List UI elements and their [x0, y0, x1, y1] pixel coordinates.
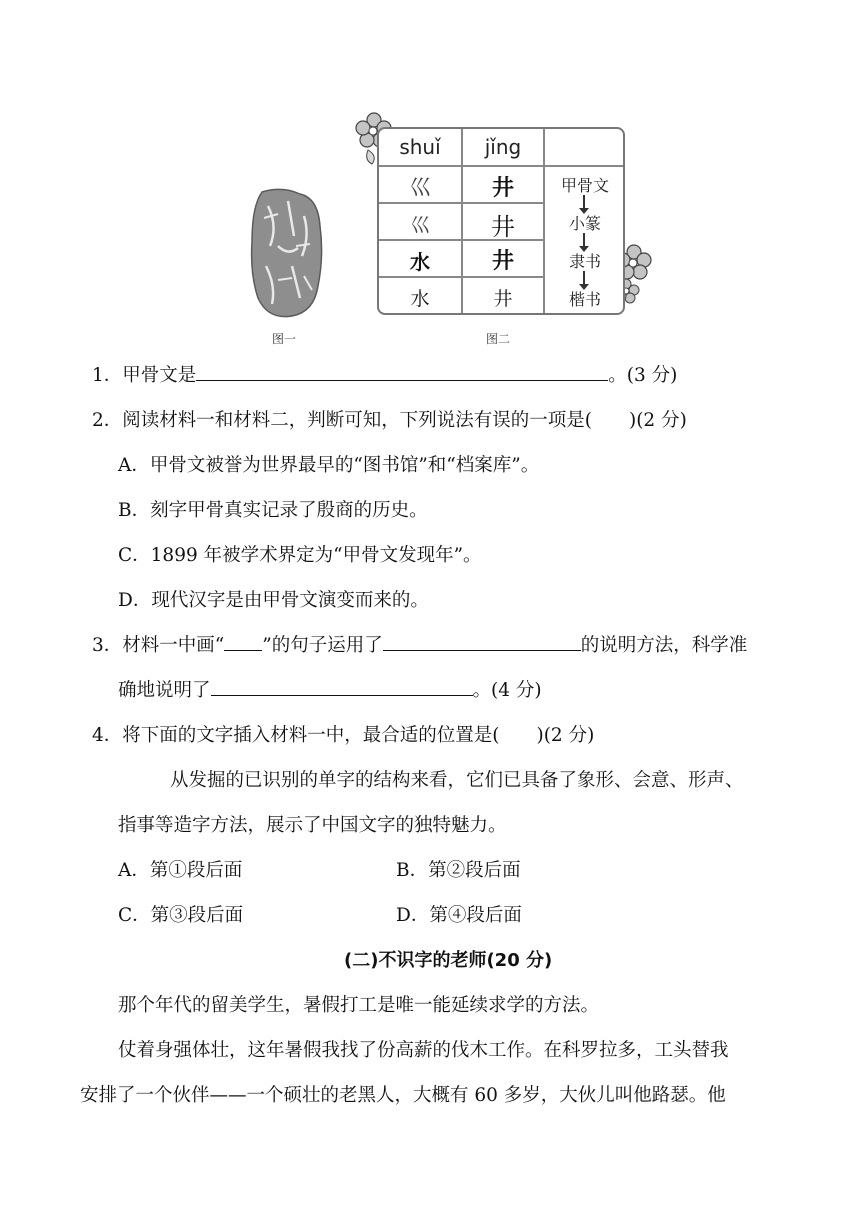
paragraph-2-line2: 安排了一个伙伴——一个硕壮的老黑人，大概有 60 多岁，大伙儿叫他路瑟。他: [80, 1085, 726, 1106]
question-1: 1．甲骨文是 。(3 分): [92, 362, 677, 390]
option-c: C．1899 年被学术界定为“甲骨文发现年”。: [118, 545, 482, 566]
option-d: D．第④段后面: [396, 905, 522, 926]
question-3-line1: 3．材料一中画“ ”的句子运用了 的说明方法，科学准: [92, 632, 747, 660]
shui-seal: 巛: [410, 213, 430, 237]
answer-blank[interactable]: [211, 677, 473, 696]
arrow-down-icon: [583, 233, 585, 247]
stage-small-seal: 小篆: [568, 214, 601, 233]
jing-clerical: 井: [491, 249, 514, 274]
question-3-line2: 确地说明了 。(4 分): [118, 677, 542, 705]
option-a: A．第①段后面: [118, 860, 243, 881]
answer-blank[interactable]: [224, 632, 262, 651]
pinyin-shui: shuǐ: [399, 135, 441, 159]
question-2: 2．阅读材料一和材料二，判断可知，下列说法有误的一项是( )(2 分): [92, 410, 687, 431]
jing-oracle: 井: [491, 176, 514, 201]
paragraph-1: 那个年代的留美学生，暑假打工是唯一能延续求学的方法。: [118, 995, 600, 1016]
character-evolution-table: [377, 127, 625, 315]
option-b: B．刻字甲骨真实记录了殷商的历史。: [118, 500, 428, 521]
pinyin-jing: jǐng: [484, 135, 522, 159]
stage-clerical: 隶书: [568, 252, 601, 271]
shui-oracle: 巛: [408, 176, 431, 201]
insert-passage-line1: 从发掘的已识别的单字的结构来看，它们已具备了象形、会意、形声、: [170, 770, 744, 791]
insert-passage-line2: 指事等造字方法，展示了中国文字的独特魅力。: [118, 815, 507, 836]
option-d: D．现代汉字是由甲骨文演变而来的。: [118, 590, 429, 611]
question-4: 4．将下面的文字插入材料一中，最合适的位置是( )(2 分): [92, 725, 595, 746]
answer-blank[interactable]: [196, 362, 608, 381]
answer-blank[interactable]: [383, 632, 581, 651]
figure2-caption: 图二: [486, 332, 511, 346]
arrow-down-icon: [583, 271, 585, 285]
jing-regular: 井: [493, 288, 513, 310]
jing-seal: 井: [491, 213, 515, 241]
paragraph-2-line1: 仗着身强体壮，这年暑假我找了份高薪的伐木工作。在科罗拉多，工头替我: [118, 1040, 729, 1061]
oracle-bone-image: [248, 186, 326, 320]
arrow-down-icon: [583, 195, 585, 209]
stage-oracle: 甲骨文: [560, 176, 609, 195]
stage-regular: 楷书: [568, 290, 601, 309]
section-heading: (二)不识字的老师(20 分): [344, 950, 553, 971]
option-a: A．甲骨文被誉为世界最早的“图书馆”和“档案库”。: [118, 455, 540, 476]
shui-clerical: 水: [410, 250, 430, 274]
option-c: C．第③段后面: [118, 905, 244, 926]
shui-regular: 水: [410, 288, 430, 310]
figure1-caption: 图一: [272, 332, 297, 346]
option-b: B．第②段后面: [396, 860, 521, 881]
